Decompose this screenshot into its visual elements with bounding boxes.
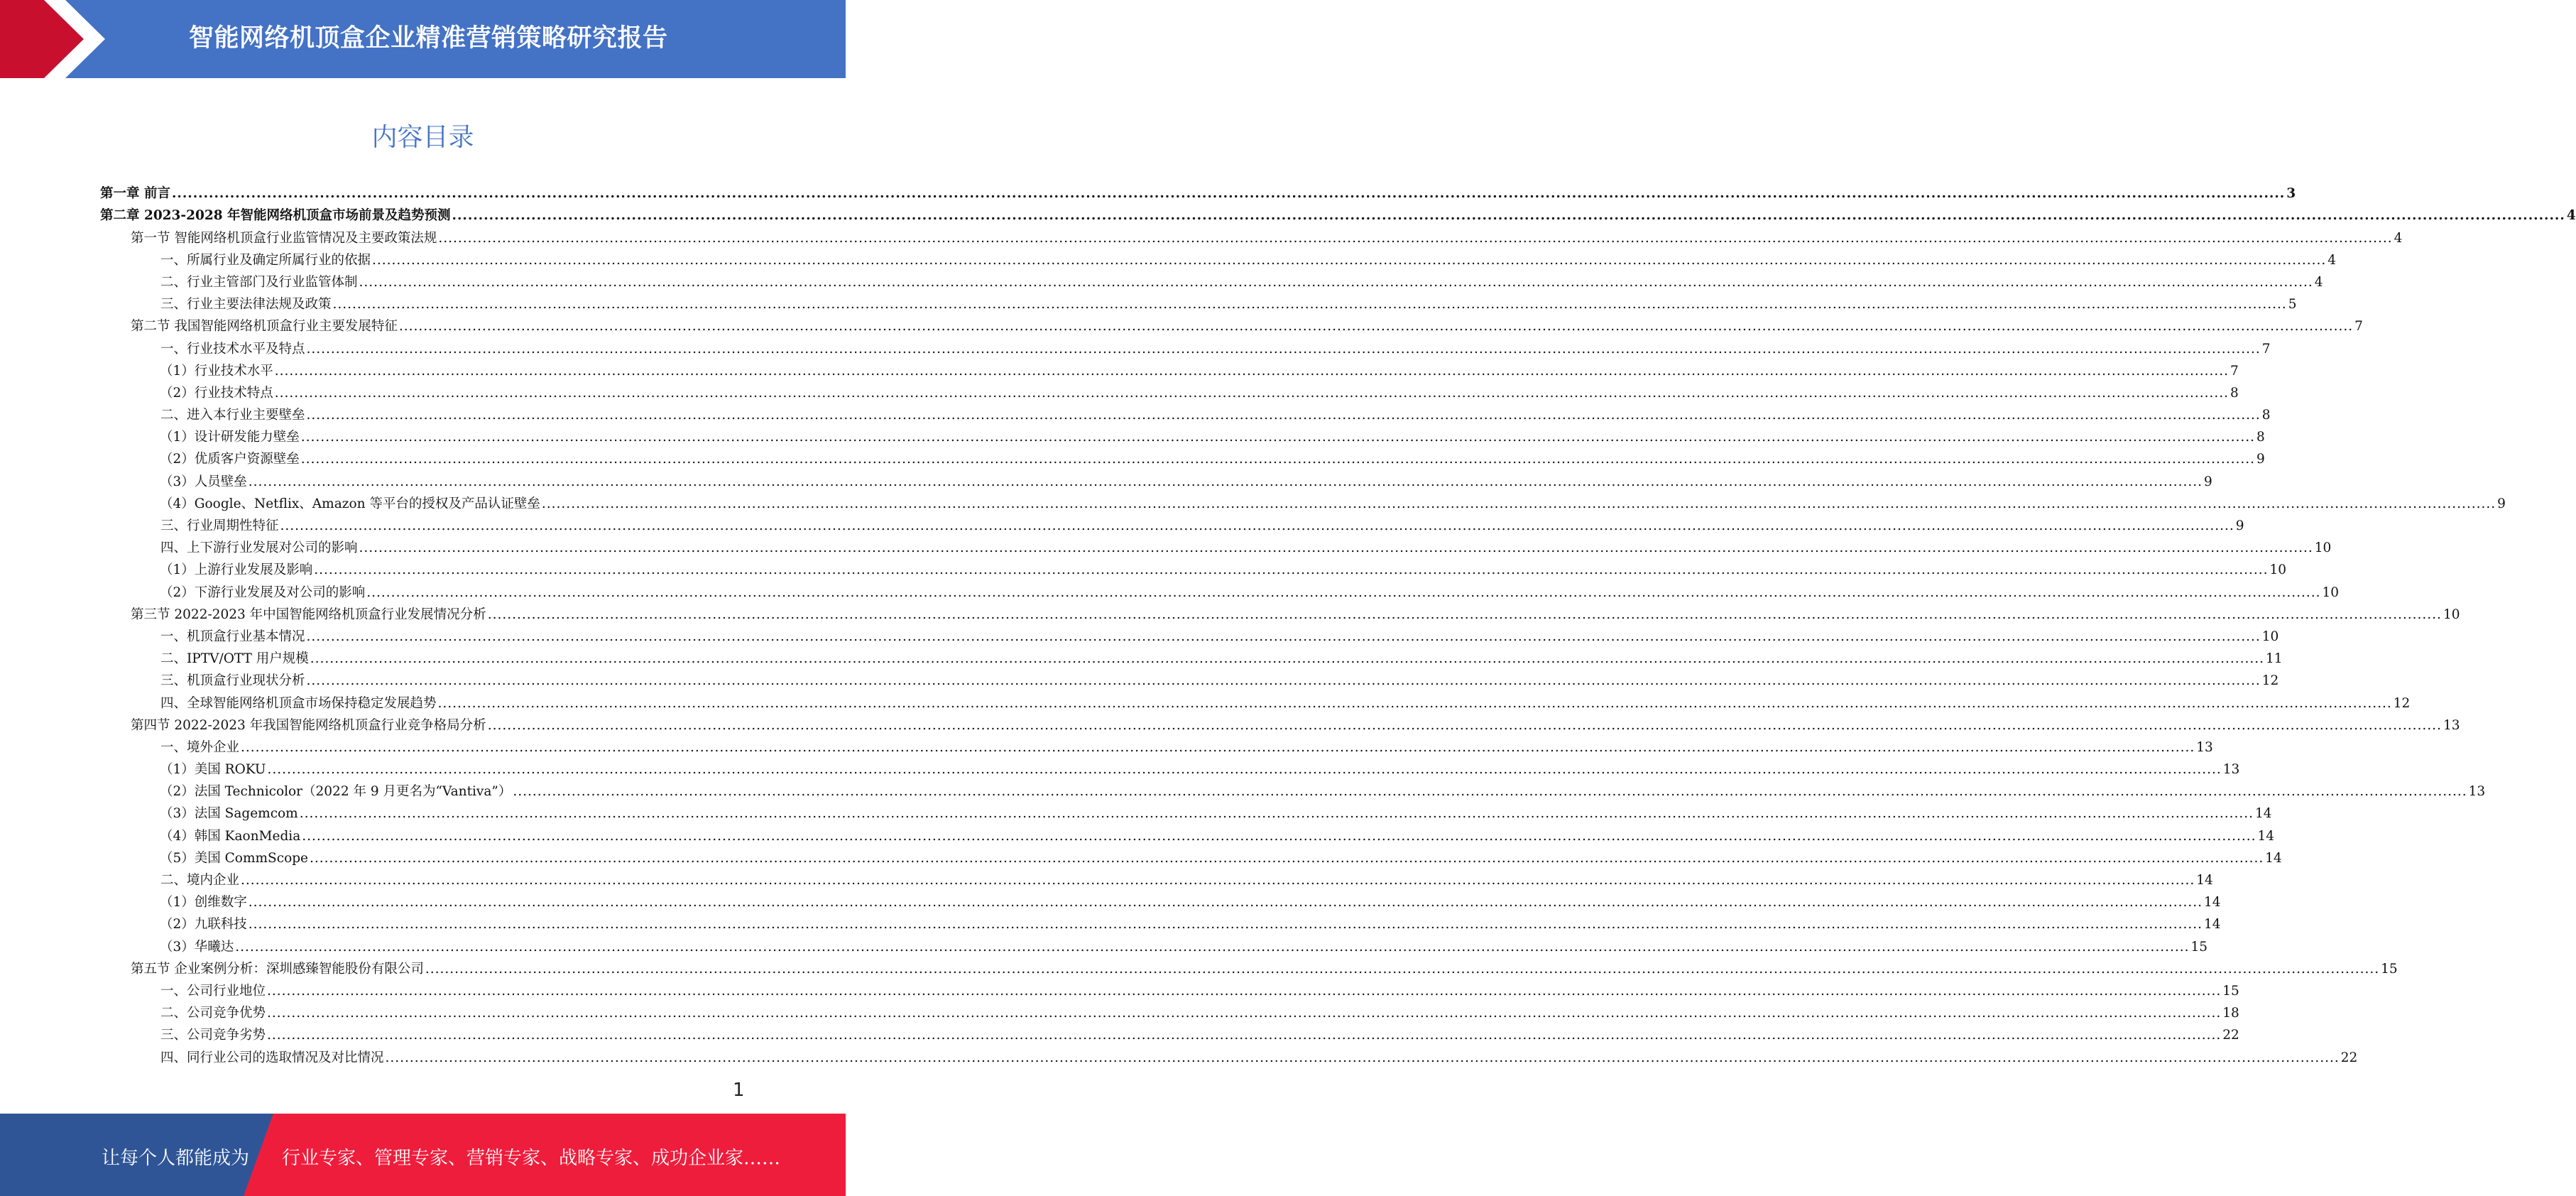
toc-entry[interactable] — [100, 202, 2576, 224]
toc-leader-dots: ................................................................................................................................................................................................................................................................................................................................................................................................................ — [541, 496, 2496, 511]
toc-entry-page: 7 — [2261, 341, 2271, 357]
toc-leader-dots: ................................................................................................................................................................................................................................................................................................................................................................................................................ — [306, 673, 2261, 689]
toc-leader-dots: ................................................................................................................................................................................................................................................................................................................................................................................................................ — [332, 297, 2287, 312]
toc-entry-title: 二、行业主管部门及行业监管体制 — [160, 274, 358, 290]
toc-entry[interactable] — [100, 911, 2221, 933]
toc-entry[interactable] — [100, 956, 2398, 978]
toc-entry[interactable] — [100, 535, 2332, 557]
toc-entry-title: （2）下游行业发展及对公司的影响 — [160, 585, 366, 600]
toc-entry-page: 5 — [2288, 297, 2297, 312]
toc-entry-page: 12 — [2261, 673, 2279, 689]
toc-entry[interactable] — [100, 690, 2411, 712]
report-title: 智能网络机顶盒企业精准营销策略研究报告 — [189, 24, 668, 53]
toc-entry-page: 8 — [2261, 408, 2271, 423]
toc-entry-title: 四、上下游行业发展对公司的影响 — [160, 540, 358, 556]
toc-entry[interactable] — [100, 845, 2282, 867]
toc-entry[interactable] — [100, 380, 2239, 402]
toc-entry-page: 14 — [2254, 806, 2272, 822]
toc-entry[interactable] — [100, 269, 2323, 291]
toc-entry-title: （1）创维数字 — [160, 895, 247, 910]
toc-leader-dots: ................................................................................................................................................................................................................................................................................................................................................................................................................ — [171, 186, 2286, 202]
toc-entry-title: 第一节 智能网络机顶盒行业监管情况及主要政策法规 — [131, 230, 437, 246]
toc-leader-dots: ................................................................................................................................................................................................................................................................................................................................................................................................................ — [299, 806, 2254, 822]
toc-entry-page: 18 — [2222, 1006, 2239, 1021]
toc-entry-title: 一、机顶盒行业基本情况 — [160, 629, 305, 644]
toc-entry-page: 12 — [2393, 695, 2411, 711]
toc-leader-dots: ................................................................................................................................................................................................................................................................................................................................................................................................................ — [306, 341, 2261, 357]
toc-entry[interactable] — [100, 247, 2337, 269]
toc-entry-page: 9 — [2204, 474, 2212, 489]
toc-heading: 内容目录 — [371, 123, 474, 152]
toc-entry[interactable] — [100, 180, 2296, 202]
table-of-contents — [100, 180, 2576, 1067]
toc-entry-title: 四、全球智能网络机顶盒市场保持稳定发展趋势 — [160, 695, 437, 711]
toc-entry[interactable] — [100, 358, 2239, 380]
footer-slogan-left: 让每个人都能成为 — [102, 1148, 250, 1169]
toc-entry-title: 三、行业周期性特征 — [160, 518, 279, 533]
toc-entry-title: 二、公司竞争优势 — [160, 1006, 266, 1021]
toc-leader-dots: ................................................................................................................................................................................................................................................................................................................................................................................................................ — [248, 895, 2203, 910]
header-banner — [0, 0, 846, 78]
toc-leader-dots: ................................................................................................................................................................................................................................................................................................................................................................................................................ — [310, 850, 2264, 866]
toc-entry-title: （3）法国 Sagemcom — [160, 806, 298, 822]
toc-entry-page: 22 — [2340, 1050, 2358, 1065]
toc-entry[interactable] — [100, 1044, 2358, 1066]
toc-entry-page: 9 — [2256, 452, 2265, 467]
toc-entry-title: （1）设计研发能力壁垒 — [160, 430, 300, 445]
footer-banner — [0, 1114, 846, 1196]
toc-entry-title: （1）行业技术水平 — [160, 363, 273, 379]
toc-entry[interactable] — [100, 978, 2239, 1000]
toc-leader-dots: ................................................................................................................................................................................................................................................................................................................................................................................................................ — [302, 828, 2256, 844]
toc-leader-dots: ................................................................................................................................................................................................................................................................................................................................................................................................................ — [513, 784, 2467, 800]
toc-leader-dots: ................................................................................................................................................................................................................................................................................................................................................................................................................ — [248, 917, 2203, 933]
toc-entry-page: 4 — [2566, 208, 2576, 224]
toc-leader-dots: ................................................................................................................................................................................................................................................................................................................................................................................................................ — [398, 319, 2354, 335]
toc-entry-title: 第五节 企业案例分析：深圳感臻智能股份有限公司 — [131, 961, 424, 977]
toc-entry[interactable] — [100, 602, 2460, 624]
toc-entry[interactable] — [100, 778, 2486, 800]
toc-entry-title: （2）行业技术特点 — [160, 385, 273, 401]
toc-entry-title: （1）上游行业发展及影响 — [160, 562, 313, 578]
toc-entry[interactable] — [100, 624, 2279, 646]
toc-entry-page: 7 — [2354, 319, 2363, 335]
toc-entry[interactable] — [100, 468, 2212, 490]
toc-entry[interactable] — [100, 867, 2213, 889]
toc-entry-page: 14 — [2196, 873, 2213, 888]
toc-entry[interactable] — [100, 446, 2265, 468]
toc-entry-page: 15 — [2222, 983, 2239, 999]
toc-entry[interactable] — [100, 424, 2265, 446]
toc-leader-dots: ................................................................................................................................................................................................................................................................................................................................................................................................................ — [274, 385, 2230, 401]
toc-leader-dots: ................................................................................................................................................................................................................................................................................................................................................................................................................ — [359, 274, 2313, 290]
toc-entry-title: 三、行业主要法律法规及政策 — [160, 297, 332, 312]
toc-leader-dots: ................................................................................................................................................................................................................................................................................................................................................................................................................ — [452, 208, 2565, 224]
toc-leader-dots: ................................................................................................................................................................................................................................................................................................................................................................................................................ — [274, 363, 2230, 379]
toc-entry[interactable] — [100, 557, 2287, 579]
toc-leader-dots: ................................................................................................................................................................................................................................................................................................................................................................................................................ — [487, 717, 2442, 733]
toc-leader-dots: ................................................................................................................................................................................................................................................................................................................................................................................................................ — [267, 983, 2222, 999]
toc-entry-title: 二、进入本行业主要壁垒 — [160, 408, 305, 423]
toc-leader-dots: ................................................................................................................................................................................................................................................................................................................................................................................................................ — [280, 518, 2234, 533]
toc-entry[interactable] — [100, 800, 2272, 822]
toc-entry-title: （3）人员壁垒 — [160, 474, 247, 489]
toc-entry-page: 10 — [2443, 607, 2460, 622]
toc-leader-dots: ................................................................................................................................................................................................................................................................................................................................................................................................................ — [310, 651, 2265, 667]
toc-entry-title: （2）九联科技 — [160, 917, 247, 933]
toc-entry-page: 22 — [2222, 1028, 2239, 1043]
toc-entry-page: 11 — [2266, 651, 2283, 667]
toc-entry-page: 13 — [2222, 762, 2240, 778]
toc-entry-title: 第二章 2023-2028 年智能网络机顶盒市场前景及趋势预测 — [100, 208, 451, 224]
toc-entry-page: 9 — [2497, 496, 2506, 511]
toc-entry-title: （2）优质客户资源壁垒 — [160, 452, 300, 467]
toc-entry-title: （5）美国 CommScope — [160, 850, 308, 866]
toc-entry[interactable] — [100, 491, 2506, 513]
toc-entry-title: （1）美国 ROKU — [160, 762, 266, 778]
toc-entry-page: 10 — [2314, 540, 2332, 556]
toc-entry-page: 4 — [2394, 230, 2403, 246]
toc-entry[interactable] — [100, 313, 2363, 335]
toc-entry-title: （2）法国 Technicolor（2022 年 9 月更名为“Vantiva”） — [160, 784, 512, 800]
toc-entry-page: 3 — [2286, 186, 2296, 202]
footer-slogan-right: 行业专家、管理专家、营销专家、战略专家、成功企业家…… — [282, 1148, 781, 1169]
toc-entry-page: 15 — [2190, 939, 2208, 955]
toc-entry[interactable] — [100, 668, 2279, 690]
toc-entry[interactable] — [100, 402, 2271, 424]
toc-entry-title: 四、同行业公司的选取情况及对比情况 — [160, 1050, 384, 1065]
toc-leader-dots: ................................................................................................................................................................................................................................................................................................................................................................................................................ — [306, 408, 2261, 423]
toc-entry-title: 三、公司竞争劣势 — [160, 1028, 266, 1043]
toc-leader-dots: ................................................................................................................................................................................................................................................................................................................................................................................................................ — [300, 430, 2256, 445]
toc-entry-page: 10 — [2269, 562, 2287, 578]
toc-leader-dots: ................................................................................................................................................................................................................................................................................................................................................................................................................ — [267, 1028, 2222, 1043]
toc-entry-title: （4）Google、Netflix、Amazon 等平台的授权及产品认证壁垒 — [160, 496, 540, 511]
toc-entry-page: 8 — [2256, 430, 2265, 445]
toc-leader-dots: ................................................................................................................................................................................................................................................................................................................................................................................................................ — [372, 252, 2327, 268]
toc-leader-dots: ................................................................................................................................................................................................................................................................................................................................................................................................................ — [248, 474, 2203, 489]
toc-leader-dots: ................................................................................................................................................................................................................................................................................................................................................................................................................ — [385, 1050, 2340, 1065]
toc-leader-dots: ................................................................................................................................................................................................................................................................................................................................................................................................................ — [300, 452, 2256, 467]
toc-entry[interactable] — [100, 291, 2297, 313]
toc-entry-page: 10 — [2322, 585, 2340, 600]
toc-leader-dots: ................................................................................................................................................................................................................................................................................................................................................................................................................ — [437, 695, 2392, 711]
toc-entry[interactable] — [100, 822, 2275, 844]
toc-entry-title: 第三节 2022-2023 年中国智能网络机顶盒行业发展情况分析 — [131, 607, 486, 622]
toc-entry-page: 13 — [2196, 739, 2213, 755]
toc-entry-page: 13 — [2468, 784, 2486, 800]
toc-leader-dots: ................................................................................................................................................................................................................................................................................................................................................................................................................ — [366, 585, 2321, 600]
toc-entry[interactable] — [100, 734, 2213, 756]
toc-entry-page: 14 — [2265, 850, 2282, 866]
toc-entry[interactable] — [100, 933, 2208, 955]
toc-entry-page: 8 — [2230, 385, 2239, 401]
toc-entry-page: 9 — [2235, 518, 2244, 533]
toc-entry-title: 二、境内企业 — [160, 873, 240, 888]
toc-entry-title: 第四节 2022-2023 年我国智能网络机顶盒行业竞争格局分析 — [131, 717, 486, 733]
toc-entry-title: 一、境外企业 — [160, 739, 240, 755]
toc-entry[interactable] — [100, 1022, 2239, 1044]
toc-leader-dots: ................................................................................................................................................................................................................................................................................................................................................................................................................ — [241, 873, 2195, 888]
toc-entry-title: 三、机顶盒行业现状分析 — [160, 673, 305, 689]
toc-entry-page: 13 — [2443, 717, 2460, 733]
toc-entry-title: 第二节 我国智能网络机顶盒行业主要发展特征 — [131, 319, 398, 335]
toc-entry[interactable] — [100, 889, 2221, 911]
toc-entry[interactable] — [100, 646, 2283, 668]
toc-entry-title: （4）韩国 KaonMedia — [160, 828, 301, 844]
toc-entry-page: 15 — [2381, 961, 2398, 977]
toc-entry-page: 14 — [2257, 828, 2275, 844]
toc-entry-title: （3）华曦达 — [160, 939, 234, 955]
toc-leader-dots: ................................................................................................................................................................................................................................................................................................................................................................................................................ — [241, 739, 2195, 755]
toc-entry-page: 4 — [2314, 274, 2323, 290]
toc-entry-page: 7 — [2230, 363, 2239, 379]
toc-entry[interactable] — [100, 712, 2460, 734]
toc-entry-title: 二、IPTV/OTT 用户规模 — [160, 651, 309, 667]
page-number: 1 — [733, 1080, 745, 1101]
toc-leader-dots: ................................................................................................................................................................................................................................................................................................................................................................................................................ — [438, 230, 2393, 246]
toc-leader-dots: ................................................................................................................................................................................................................................................................................................................................................................................................................ — [306, 629, 2261, 644]
toc-entry-title: 一、行业技术水平及特点 — [160, 341, 305, 357]
toc-leader-dots: ................................................................................................................................................................................................................................................................................................................................................................................................................ — [267, 1006, 2222, 1021]
toc-entry-title: 第一章 前言 — [100, 186, 170, 202]
toc-entry[interactable] — [100, 224, 2403, 246]
toc-entry-page: 14 — [2204, 917, 2221, 933]
toc-entry-page: 14 — [2204, 895, 2221, 910]
toc-leader-dots: ................................................................................................................................................................................................................................................................................................................................................................................................................ — [425, 961, 2380, 977]
toc-leader-dots: ................................................................................................................................................................................................................................................................................................................................................................................................................ — [267, 762, 2222, 778]
toc-entry[interactable] — [100, 335, 2271, 357]
toc-leader-dots: ................................................................................................................................................................................................................................................................................................................................................................................................................ — [487, 607, 2442, 622]
toc-entry[interactable] — [100, 579, 2340, 601]
toc-entry[interactable] — [100, 1000, 2239, 1022]
toc-entry-page: 4 — [2327, 252, 2337, 268]
toc-entry-page: 10 — [2261, 629, 2279, 644]
toc-entry-title: 一、公司行业地位 — [160, 983, 266, 999]
toc-leader-dots: ................................................................................................................................................................................................................................................................................................................................................................................................................ — [314, 562, 2269, 578]
toc-entry-title: 一、所属行业及确定所属行业的依据 — [160, 252, 371, 268]
toc-leader-dots: ................................................................................................................................................................................................................................................................................................................................................................................................................ — [235, 939, 2190, 955]
toc-leader-dots: ................................................................................................................................................................................................................................................................................................................................................................................................................ — [359, 540, 2313, 556]
toc-entry[interactable] — [100, 756, 2240, 778]
toc-entry[interactable] — [100, 513, 2244, 535]
